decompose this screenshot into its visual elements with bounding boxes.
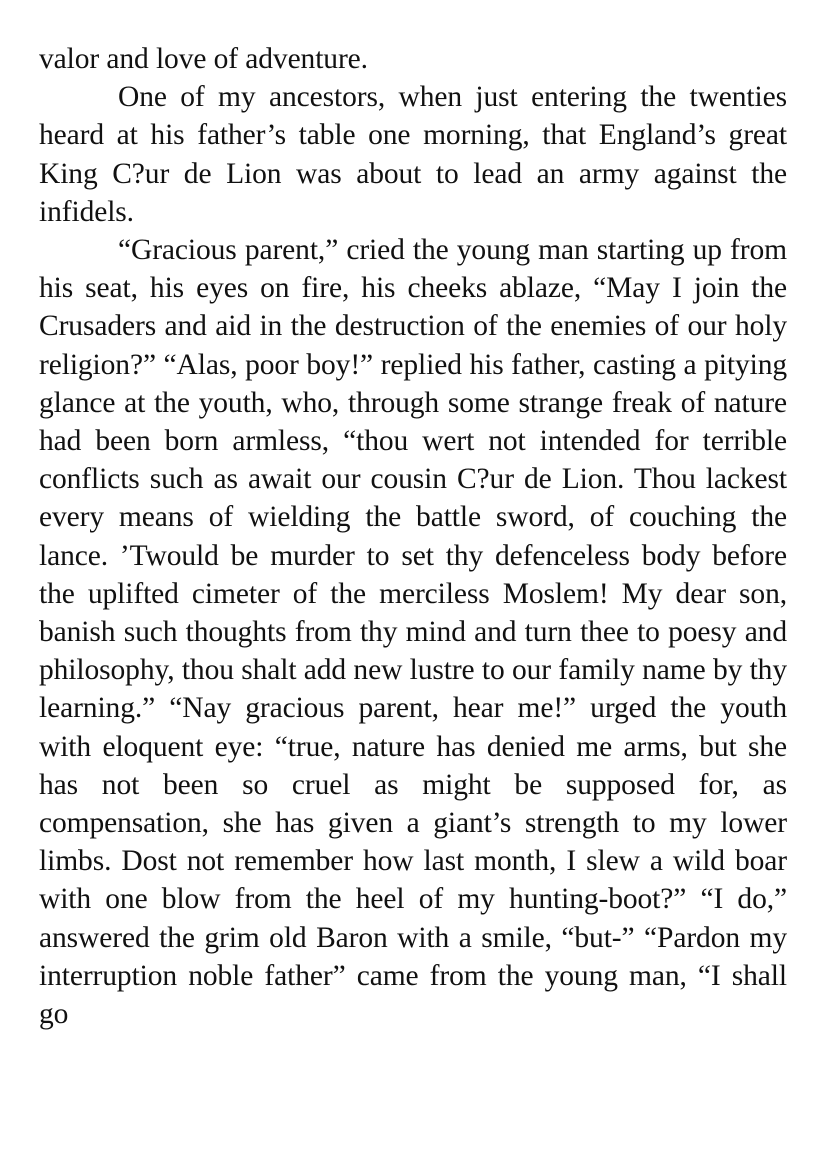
document-page: [39, 40, 787, 1033]
paragraph-2: One of my ancestors, when just entering the twenties heard at his father’s table one morning, that England’s great King C?ur de Lion was about to lead an army against the infidels.: [39, 81, 787, 228]
paragraph-1: valor and love of adventure.: [39, 43, 368, 75]
paragraph-3: “Gracious parent,” cried the young man starting up from his seat, his eyes on fire, his cheeks ablaze, “May I join the Crusaders and aid in the destruction of the enemies of our holy religion?” “Alas, poor boy!” replied his father, casting a pitying glance at the youth, who, through some strange freak of nature had been born armless, “thou wert not intended for terrible conflicts such as await our cousin C?ur de Lion. Thou lackest every means of wielding the battle sword, of couching the lance. ’Twould be murder to set thy defenceless body before the uplifted cimeter of the merciless Moslem! My dear son, banish such thoughts from thy mind and turn thee to poesy and philosophy, thou shalt add new lustre to our family name by thy learning.” “Nay gracious parent, hear me!” urged the youth with eloquent eye: “true, nature has denied me arms, but she has not been so cruel as might be supposed for, as compensation, she has given a giant’s strength to my lower limbs. Dost not remember how last month, I slew a wild boar with one blow from the heel of my hunting-boot?” “I do,” answered the grim old Baron with a smile, “but-” “Pardon my interruption noble father” came from the young man, “I shall go: [39, 234, 787, 1031]
